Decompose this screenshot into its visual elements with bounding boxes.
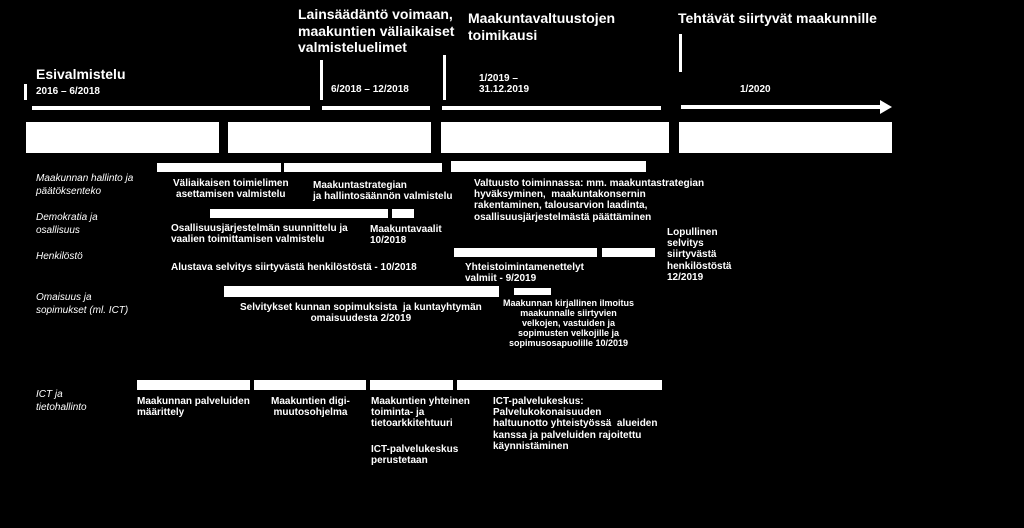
phase-block-4	[679, 122, 892, 153]
task-bar-lopullinen	[602, 248, 655, 257]
task-bar-arkkitehtuuri	[370, 380, 453, 390]
task-label-lopullinen-selvitys: Lopullinen selvitys siirtyvästä henkilöstöstä 12/2019	[667, 227, 732, 283]
timeline-arrow-shaft	[681, 105, 881, 109]
row-label-omaisuus: Omaisuus ja sopimukset (ml. ICT)	[36, 292, 129, 316]
task-label-alustava-selvitys: Alustava selvitys siirtyvästä henkilöstöstä - 10/2018	[171, 262, 417, 273]
phase-marker-3	[443, 55, 446, 100]
task-bar-strategia	[284, 163, 442, 172]
task-label-selvitykset: Selvitykset kunnan sopimuksista ja kuntayhtymän omaisuudesta 2/2019	[240, 302, 482, 325]
task-label-digimuutos: Maakuntien digi- muutosohjelma	[271, 396, 350, 419]
task-label-strategia: Maakuntastrategian ja hallintosäännön valmistelu	[313, 180, 453, 203]
row-label-demokratia: Demokratia ja osallisuus	[36, 212, 98, 236]
task-label-valtuusto: Valtuusto toiminnassa: mm. maakuntastrategian hyväksyminen, maakuntakonsernin rakentaminen, talousarvion laadinta, osallisuusjärjestelmästä päättäminen	[474, 178, 705, 223]
phase-dates-2: 6/2018 – 12/2018	[331, 84, 409, 95]
task-label-valiaikainen: Väliaikaisen toimielimen asettamisen valmistelu	[173, 178, 289, 201]
phase-title-lainsaadanto: Lainsäädäntö voimaan, maakuntien väliaikaiset valmisteluelimet	[298, 6, 455, 56]
phase-title-valtuustokausi: Maakuntavaltuustojen toimikausi	[468, 10, 616, 43]
phase-dates-3: 1/2019 – 31.12.2019	[479, 73, 530, 96]
task-label-osallisuus: Osallisuusjärjestelmän suunnittelu ja vaalien toimittamisen valmistelu	[171, 223, 348, 246]
task-label-ict-perustetaan: ICT-palvelukeskus perustetaan	[371, 444, 459, 467]
row-label-ict: ICT ja tietohallinto	[36, 389, 87, 413]
timeline-arrow-head	[880, 100, 892, 114]
task-label-arkkitehtuuri: Maakuntien yhteinen toiminta- ja tietoarkkitehtuuri	[371, 396, 470, 430]
timeline-segment-3	[442, 106, 661, 110]
task-label-maakuntavaalit: Maakuntavaalit 10/2018	[370, 224, 442, 247]
task-bar-osallisuus	[210, 209, 388, 218]
task-bar-valtuusto	[451, 161, 646, 172]
row-label-henkilosto: Henkilöstö	[36, 251, 83, 262]
phase-marker-2	[320, 60, 323, 100]
task-label-yhteistoiminta: Yhteistoimintamenettelyt valmiit - 9/2019	[465, 262, 584, 285]
task-label-palvelut: Maakunnan palveluiden määrittely	[137, 396, 250, 419]
task-bar-ilmoitus	[514, 288, 551, 295]
task-bar-selvitykset	[224, 286, 499, 297]
task-bar-yhteistoiminta	[454, 248, 597, 257]
phase-block-3	[441, 122, 669, 153]
phase-dates-1: 2016 – 6/2018	[36, 86, 100, 97]
task-label-ict-palvelukeskus: ICT-palvelukeskus: Palvelukokonaisuuden haltuunotto yhteistyössä alueiden kanssa ja palveluiden rajoitettu käynnistäminen	[493, 396, 658, 452]
phase-marker-4	[679, 34, 682, 72]
task-bar-digimuutos	[254, 380, 366, 390]
task-bar-maakuntavaalit	[392, 209, 414, 218]
phase-block-1	[26, 122, 219, 153]
row-label-hallinto: Maakunnan hallinto ja päätöksenteko	[36, 173, 134, 197]
timeline-segment-2	[322, 106, 430, 110]
task-bar-valiaikainen	[157, 163, 281, 172]
phase-title-siirtyminen: Tehtävät siirtyvät maakunnille	[678, 10, 877, 26]
phase-dates-4: 1/2020	[740, 84, 771, 95]
phase-block-2	[228, 122, 431, 153]
task-label-ilmoitus: Maakunnan kirjallinen ilmoitus maakunnalle siirtyvien velkojen, vastuiden ja sopimusten velkojille ja sopimusosapuolille 10/2019	[503, 298, 635, 349]
task-bar-palvelut	[137, 380, 250, 390]
phase-title-esivalmistelu: Esivalmistelu	[36, 66, 126, 82]
phase-marker-1	[24, 84, 27, 100]
timeline-segment-1	[32, 106, 310, 110]
task-bar-ict-palvelukeskus	[457, 380, 662, 390]
